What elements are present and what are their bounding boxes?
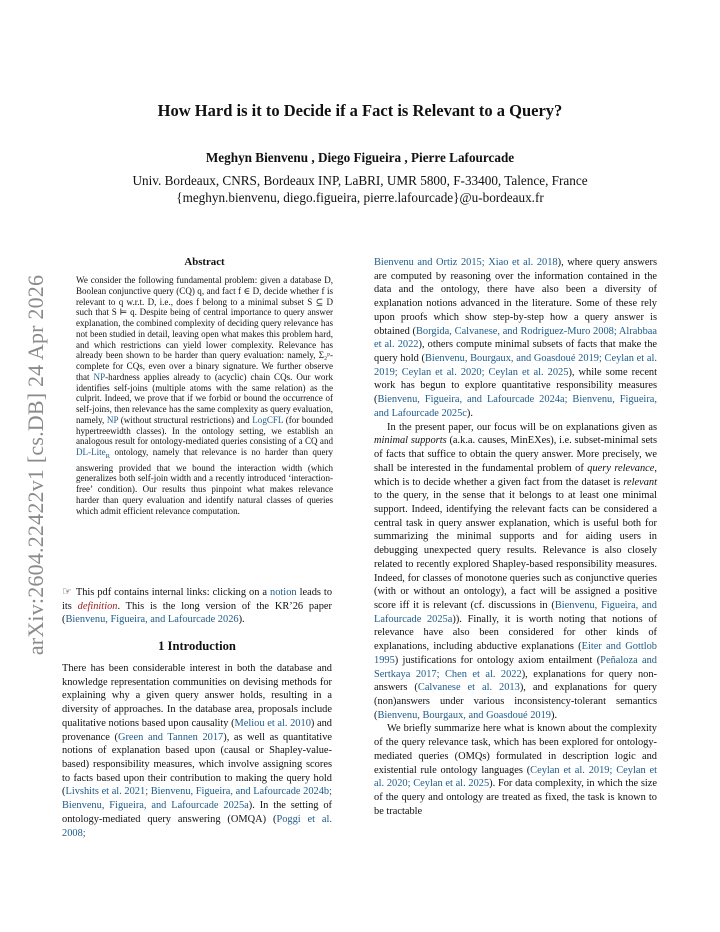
intro-paragraph — [62, 662, 332, 840]
citation-link[interactable]: Eiter and Gottlob 1995 — [374, 641, 657, 666]
citation-link[interactable]: Ceylan et al. 2019; Ceylan et al. 2020; Ceylan et al. 2025 — [374, 764, 657, 790]
intro-paragraph-3 — [374, 722, 657, 818]
dllite-subscript: R — [105, 452, 110, 460]
abstract-text-5: ontology, namely that relevance is no harder than query answering provided that we bound the interaction width (which generalizes both self-join width and a recently introduced ‘interaction-free’ condition). Our results thus pinpoint what makes relevance harder than query evaluation and identify natural classes of queries which admit efficient relevance computation. — [76, 447, 334, 516]
abstract-heading: Abstract — [184, 256, 225, 268]
body-text: ), explanations for query non-answers ( — [374, 668, 657, 694]
body-text: ) and provenance ( — [62, 717, 333, 743]
paper-title: How Hard is it to Decide if a Fact is Relevant to a Query? — [157, 101, 563, 120]
citation-link[interactable]: Calvanese et al. 2013 — [417, 682, 520, 694]
body-text: ). — [551, 709, 558, 721]
body-text: (a.k.a. causes, MinEXes), i.e. subset-minimal sets of facts that suffice to obtain the query answer. More precisely, we shall be interested in the fundamental problem of — [374, 435, 657, 474]
intro-paragraph-continued — [374, 256, 657, 421]
note-text-2: leads to its — [62, 587, 333, 612]
body-text: )). Finally, it is worth noting that notions of relevance have also been considered for other kinds of explanations, including abductive explanations ( — [374, 613, 657, 653]
citation-link[interactable]: Borgida, Calvanese, and Rodriguez-Muro 2008; Alrabbaa et al. 2022 — [374, 325, 657, 351]
notion-link-dllite[interactable] — [76, 447, 110, 460]
citation-link[interactable]: Bienvenu, Bourgaux, and Goasdoué 2019; Ceylan et al. 2019; Ceylan et al. 2020; Ceylan et al. 2025 — [374, 353, 657, 378]
citation-link[interactable]: Bienvenu, Bourgaux, and Goasdoué 2019 — [377, 709, 552, 721]
body-text: ). For data complexity, in which the size of the query and ontology are treated as fixed, the task is known to be tractable — [374, 778, 657, 817]
arxiv-sidebar — [16, 268, 56, 662]
dllite-label: DL-Lite — [76, 447, 106, 457]
citation-link[interactable]: Meliou et al. 2010 — [234, 717, 311, 729]
intro-paragraph-2 — [374, 421, 657, 723]
body-text: ), others compute minimal subsets of facts that make the query hold ( — [374, 339, 658, 365]
abstract-text-3: (without structural restrictions) and — [120, 414, 250, 425]
definition-link[interactable]: definition — [77, 600, 118, 612]
emphasis-relevant: relevant — [623, 476, 657, 488]
abstract-body — [76, 275, 333, 516]
paper-authors: Meghyn Bienvenu , Diego Figueira , Pierre Lafourcade — [205, 150, 515, 165]
citation-link[interactable]: Bienvenu and Ortiz 2015; Xiao et al. 2018 — [374, 257, 558, 268]
body-text: ) justifications for ontology axiom entailment ( — [394, 654, 601, 666]
emphasis-minimal-supports: minimal supports — [374, 435, 447, 447]
author-affiliation — [0, 172, 720, 206]
body-text: ). — [466, 407, 473, 419]
pointing-hand-icon: ☞ — [62, 586, 72, 598]
body-text: , which is to decide whether a given fact from the dataset is — [374, 462, 657, 488]
body-text: There has been considerable interest in both the database and knowledge representation communities on devising methods for explaining why a given query answer holds, resulting in a diversity of approaches. In the database area, proposals include qualitative notions based upon causality ( — [62, 663, 332, 729]
body-text: ), as well as quantitative notions of explanation based upon (causal or Shapley-value-based) responsibility measures, which involve assigning scores to facts based upon their contribution to making the query hold ( — [62, 731, 333, 798]
emphasis-query-relevance: query relevance — [587, 462, 655, 474]
body-text: We briefly summarize here what is known about the complexity of the query relevance task, which has been explored for ontology-mediated queries (OMQs) formulated in description logic and existential rule ontology languages ( — [374, 723, 657, 776]
abstract-text-4: (for bounded hypertreewidth classes). In the ontology setting, we establish an analogous result for ontology-mediated queries consisting of a CQ and — [76, 414, 334, 447]
citation-link[interactable]: Green and Tannen 2017 — [117, 731, 224, 743]
body-text: In the present paper, our focus will be on explanations given as — [387, 421, 657, 433]
body-text: ). In the setting of ontology-mediated query answering (OMQA) ( — [62, 800, 332, 825]
citation-link[interactable]: Peñaloza and Sertkaya 2017; Chen et al. 2022 — [374, 654, 657, 680]
body-text: ), while some recent work has begun to explore quantitative responsibility measures ( — [374, 366, 658, 406]
note-text-4: ). — [238, 614, 245, 626]
affiliation-line: Univ. Bordeaux, CNRS, Bordeaux INP, LaBRI, UMR 5800, F-33400, Talence, France — [132, 173, 588, 188]
abstract-text-2: -hardness applies already to (acyclic) chain CQs. Our work identifies self-joins (multiple atoms with the same relation) as the culprit. Indeed, we prove that if we forbid or bound the occurrence of self-joins, then relevance has the same complexity as query evaluation, namely, — [76, 371, 333, 425]
citation-link[interactable]: Bienvenu, Figueira, and Lafourcade 2026 — [65, 614, 239, 626]
note-text-1: This pdf contains internal links: clicking on a — [75, 587, 268, 598]
notion-link-logcfl[interactable]: LogCFL — [252, 414, 284, 425]
section-heading-introduction: 1 Introduction — [158, 639, 236, 653]
body-text: ), where query answers are computed by reasoning over the information contained in the data and the ontology, there have also been a diversity of explanation notions advanced in the literature. Some of these rely upon proofs which show step-by-step how a query answer is obtained ( — [374, 257, 657, 337]
abstract-text-1: We consider the following fundamental problem: given a database D, Boolean conjunctive query (CQ) q, and fact f ∈ D, decide whether f is relevant to q w.r.t. D, i.e., does f belong to a minimal subset S ⊆ D such that S ⊨ q. Despite being of central importance to query answer explanation, the combined complexity of deciding query relevance has not been studied in detail, leaving open what makes this problem hard, and which restrictions can yield lower complexity. Relevance has already been shown to be harder than query evaluation: namely, Σ₂ᵖ-complete for CQs, even over a binary signature. We further observe that — [76, 275, 333, 382]
intro-right-column — [374, 256, 657, 818]
note-text-3: . This is the long version of the KR’26 paper ( — [62, 600, 332, 626]
citation-link[interactable]: Bienvenu, Figueira, and Lafourcade 2025a — [374, 599, 657, 625]
body-text: to the query, in the sense that it belongs to at least one minimal support. Indeed, identifying the relevant facts can be considered a central task in query answer explanation, which is useful both for summarizing the minimal supports and for aiding users in debugging unexpected query results. Relevance is also closely related to recently explored Shapley-based responsibility measures. Indeed, for classes of monotone queries such as conjunctive queries (with or without an ontology), a fact will be assigned a positive score iff it is relevant (cf. discussions in ( — [374, 490, 657, 611]
notion-link[interactable]: notion — [270, 587, 297, 598]
arxiv-identifier: arXiv:2604.22422v1 [cs.DB] 24 Apr 2026 — [23, 274, 48, 656]
notion-link-np[interactable]: NP — [93, 371, 106, 382]
citation-link[interactable]: Livshits et al. 2021; Bienvenu, Figueira, and Lafourcade 2024b; Bienvenu, Figueira, and Lafourcade 2025a — [62, 786, 332, 812]
intro-left-column — [62, 662, 332, 840]
citation-link[interactable]: Poggi et al. 2008; — [62, 813, 333, 839]
body-text: ), and explanations for query (non)answers under various inconsistency-tolerant semantics ( — [374, 682, 657, 721]
citation-link[interactable]: Bienvenu, Figueira, and Lafourcade 2024a; Bienvenu, Figueira, and Lafourcade 2025c — [374, 394, 657, 419]
internal-links-note — [62, 586, 332, 627]
author-emails: {meghyn.bienvenu, diego.figueira, pierre.lafourcade}@u-bordeaux.fr — [176, 190, 544, 205]
notion-link-np[interactable]: NP — [106, 414, 119, 425]
